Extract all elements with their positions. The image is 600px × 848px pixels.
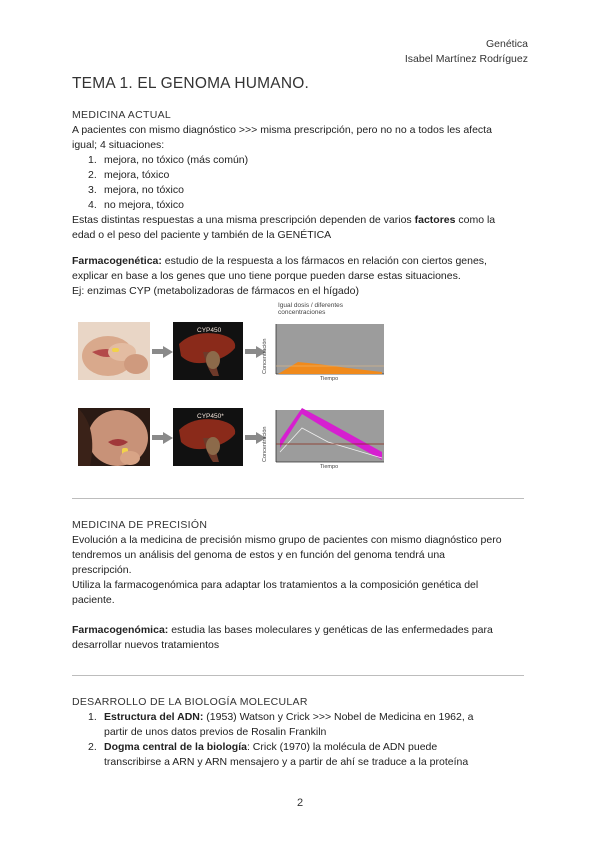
chart-x-label: Tiempo xyxy=(320,464,339,470)
paragraph-line xyxy=(72,254,528,269)
list-text: no mejora, tóxico xyxy=(104,199,184,211)
section-heading: DESARROLLO DE LA BIOLOGÍA MOLECULAR xyxy=(72,696,308,708)
list-number: 1. xyxy=(88,711,97,723)
section-heading: MEDICINA ACTUAL xyxy=(72,109,172,121)
liver-image-cyp450-variant xyxy=(173,408,243,466)
page-header xyxy=(405,37,528,67)
text-run: estudia las bases moleculares y genéticas de las enfermedades para xyxy=(168,624,493,636)
list-number: 2. xyxy=(88,169,97,181)
header-subject: Genética xyxy=(485,38,528,50)
section-heading: MEDICINA DE PRECISIÓN xyxy=(72,519,208,531)
desarrollo-section xyxy=(72,695,528,770)
text-run: Estas distintas respuestas a una misma prescripción dependen de varios xyxy=(72,214,415,226)
desarrollo-list xyxy=(72,710,528,770)
paragraph-line xyxy=(72,623,528,638)
list-item xyxy=(72,710,528,740)
paragraph-line: edad o el peso del paciente y también de la GENÉTICA xyxy=(72,229,332,241)
paragraph-line: paciente. xyxy=(72,594,115,606)
page-number: 2 xyxy=(296,797,304,809)
text-run: : Crick (1970) la molécula de ADN puede xyxy=(246,741,438,753)
bold-term: Farmacogenética: xyxy=(72,255,162,267)
list-item xyxy=(72,198,528,213)
paragraph-line: A pacientes con mismo diagnóstico >>> misma prescripción, pero no no a todos les afecta xyxy=(72,124,492,136)
list-number: 2. xyxy=(88,741,97,753)
paragraph-line: Ej: enzimas CYP (metabolizadoras de fármacos en el hígado) xyxy=(72,285,359,297)
medicina-actual-section xyxy=(72,108,528,243)
paragraph-line: igual; 4 situaciones: xyxy=(72,139,165,151)
paragraph-line: Evolución a la medicina de precisión mismo grupo de pacientes con mismo diagnóstico pero xyxy=(72,534,502,546)
paragraph-line: partir de unos datos previos de Rosalin Frankiln xyxy=(104,726,327,738)
paragraph-line: prescripción. xyxy=(72,564,132,576)
situations-list xyxy=(72,153,528,213)
arrow-icon xyxy=(163,346,173,358)
bold-term: factores xyxy=(414,214,456,226)
paragraph-line: tendremos un análisis del genoma de estos y en función del genoma tendrá una xyxy=(72,549,445,561)
patient-photo-pill xyxy=(78,322,150,380)
list-number: 1. xyxy=(88,154,97,166)
page-title: TEMA 1. EL GENOMA HUMANO. xyxy=(72,75,309,92)
cyp-figure xyxy=(78,302,388,477)
paragraph-line: transcribirse a ARN y ARN mensajero y a partir de ahí se traduce a la proteína xyxy=(104,756,469,768)
text-run: como la xyxy=(455,214,496,226)
list-item xyxy=(72,168,528,183)
farmacogenetica-section xyxy=(72,254,528,299)
figure-caption: Igual dosis / diferentes concentraciones xyxy=(278,302,344,316)
list-item xyxy=(72,740,528,770)
concentration-chart-top xyxy=(262,322,388,382)
chart-y-label: Concentración xyxy=(262,426,268,462)
chart-x-label: Tiempo xyxy=(320,376,339,382)
text-run: (1953) Watson y Crick >>> Nobel de Medicina en 1962, a xyxy=(203,711,474,723)
horizontal-rule xyxy=(72,675,524,676)
chart-y-label: Concentración xyxy=(262,338,268,374)
paragraph-line: explicar en base a los genes que uno tiene porque pueden darse estas situaciones. xyxy=(72,270,461,282)
bold-term: Farmacogenómica: xyxy=(72,624,169,636)
bold-term: Dogma central de la biología xyxy=(104,741,247,753)
arrow-icon xyxy=(163,432,173,444)
list-number: 3. xyxy=(88,184,97,196)
list-text: mejora, no tóxico xyxy=(104,184,184,196)
bold-term: Estructura del ADN: xyxy=(104,711,204,723)
liver-label: CYP450* xyxy=(197,413,224,420)
patient-photo-pill-2 xyxy=(78,408,150,466)
farmacogenomica-section xyxy=(72,623,528,653)
concentration-chart-bottom xyxy=(262,408,388,470)
list-text: mejora, no tóxico (más común) xyxy=(104,154,249,166)
list-item xyxy=(72,153,528,168)
header-author: Isabel Martínez Rodríguez xyxy=(404,53,528,65)
medicina-precision-section xyxy=(72,518,528,608)
paragraph-line: desarrollar nuevos tratamientos xyxy=(72,639,220,651)
horizontal-rule xyxy=(72,498,524,499)
list-number: 4. xyxy=(88,199,97,211)
paragraph-line xyxy=(72,213,528,228)
liver-image-cyp450 xyxy=(173,322,243,380)
list-item xyxy=(72,183,528,198)
text-run: estudio de la respuesta a los fármacos en relación con ciertos genes, xyxy=(161,255,487,267)
list-text: mejora, tóxico xyxy=(104,169,170,181)
paragraph-line: Utiliza la farmacogenómica para adaptar los tratamientos a la composición genética del xyxy=(72,579,479,591)
liver-label: CYP450 xyxy=(197,327,222,334)
